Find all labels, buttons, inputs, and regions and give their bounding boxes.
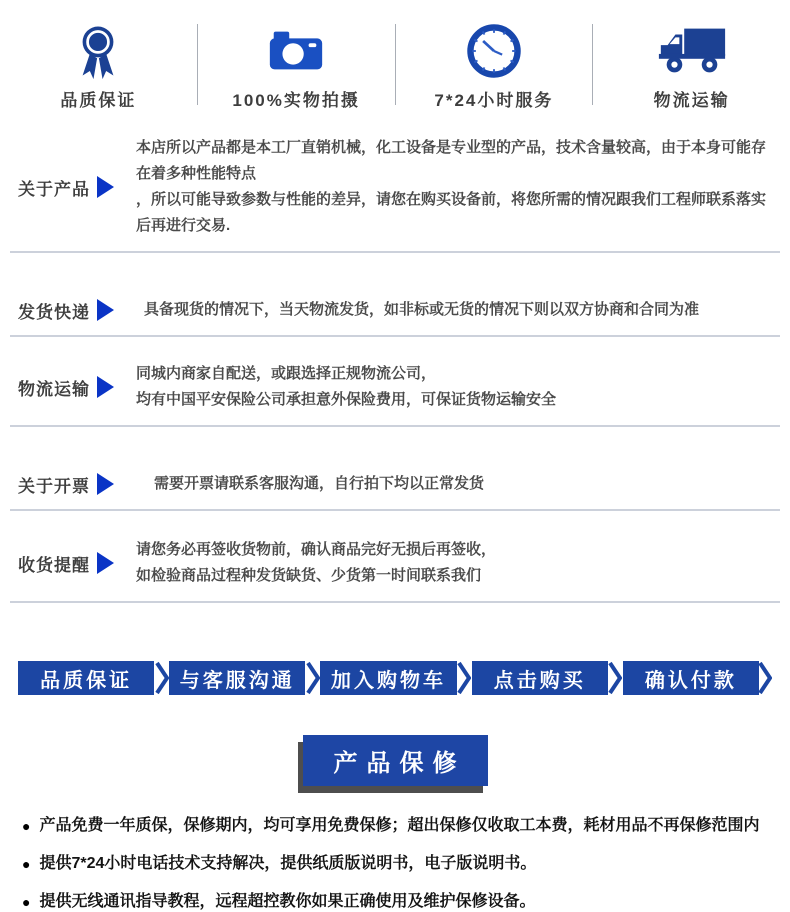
step-click-buy[interactable]: 点击购买 [472, 661, 608, 695]
step-quality-guarantee[interactable]: 品质保证 [18, 661, 154, 695]
step-add-to-cart[interactable]: 加入购物车 [320, 661, 456, 695]
text-line: 如检验商品过程种发货缺货、少货第一时间联系我们 [136, 567, 482, 584]
arrow-right-icon [97, 376, 114, 398]
section-about-product [10, 135, 780, 253]
bullet-text: 提供无线通讯指导教程，远程超控教你如果正确使用及维护保修设备。 [39, 893, 536, 910]
warranty-title: 产品保修 [303, 735, 488, 786]
section-text [136, 135, 780, 239]
section-shipping [10, 297, 780, 337]
bullet-dot-icon: ● [22, 856, 31, 872]
feature-real-photo [198, 22, 395, 111]
bullet-item [22, 816, 764, 836]
section-header [18, 472, 122, 497]
arrow-right-icon [97, 552, 114, 574]
section-header [18, 551, 122, 576]
bullet-text: 提供7*24小时电话技术支持解决，提供纸质版说明书，电子版说明书。 [39, 855, 537, 872]
text-line: 同城内商家自配送，或跟选择正规物流公司， [136, 365, 437, 382]
chevron-right-icon [154, 661, 169, 695]
section-text [136, 361, 556, 413]
camera-icon [265, 22, 327, 80]
step-confirm-payment[interactable]: 确认付款 [623, 661, 759, 695]
feature-label: 100%实物拍摄 [232, 91, 360, 110]
section-receipt-reminder [10, 537, 780, 603]
feature-quality [0, 22, 197, 111]
section-invoice [10, 471, 780, 511]
bullet-item [22, 854, 764, 874]
section-text [136, 537, 496, 589]
features-row [0, 22, 790, 111]
text-line: 均有中国平安保险公司承担意外保险费用，可保证货物运输安全 [136, 391, 557, 408]
step-contact-support[interactable]: 与客服沟通 [169, 661, 305, 695]
clock-icon [465, 22, 523, 80]
section-label: 关于开票 [18, 476, 90, 496]
truck-icon [655, 22, 729, 80]
chevron-right-icon [608, 661, 623, 695]
section-label: 关于产品 [18, 179, 90, 199]
feature-logistics [593, 22, 790, 111]
feature-label: 物流运输 [653, 91, 730, 110]
bullet-text: 产品免费一年质保，保修期内，均可享用免费保修；超出保修仅收取工本费，耗材用品不再保修范围内 [39, 817, 760, 834]
bullet-dot-icon: ● [22, 894, 31, 910]
bullet-item [22, 892, 764, 912]
section-header [18, 298, 122, 323]
section-text [154, 471, 484, 497]
arrow-right-icon [97, 473, 114, 495]
section-label: 发货快递 [18, 302, 90, 322]
section-label: 物流运输 [18, 379, 90, 399]
bullet-dot-icon: ● [22, 818, 31, 834]
section-logistics [10, 361, 780, 427]
text-line: 本店所以产品都是本工厂直销机械，化工设备是专业型的产品，技术含量较高，由于本身可能存在着多种性能特点 [136, 139, 767, 182]
chevron-right-icon [758, 661, 772, 695]
text-line: ，所以可能导致参数与性能的差异，请您在购买设备前，将您所需的情况跟我们工程师联系落实后再进行交易. [136, 191, 767, 234]
text-line: 具备现货的情况下，当天物流发货，如非标或无货的情况下则以双方协商和合同为准 [144, 301, 700, 318]
feature-label: 7*24小时服务 [434, 91, 554, 110]
section-label: 收货提醒 [18, 555, 90, 575]
arrow-right-icon [97, 299, 114, 321]
text-line: 请您务必再签收货物前，确认商品完好无损后再签收， [136, 541, 497, 558]
feature-label: 品质保证 [60, 91, 137, 110]
chevron-right-icon [305, 661, 320, 695]
warranty-title-wrap [0, 735, 790, 786]
section-text [144, 297, 699, 323]
medal-icon [69, 22, 127, 80]
section-header [18, 375, 122, 400]
feature-service [396, 22, 593, 111]
text-line: 需要开票请联系客服沟通，自行拍下均以正常发货 [154, 475, 485, 492]
arrow-right-icon [97, 176, 114, 198]
chevron-right-icon [457, 661, 472, 695]
section-header [18, 175, 122, 200]
purchase-steps-banner [18, 661, 772, 695]
info-sections [10, 135, 780, 603]
warranty-bullets [22, 816, 764, 912]
